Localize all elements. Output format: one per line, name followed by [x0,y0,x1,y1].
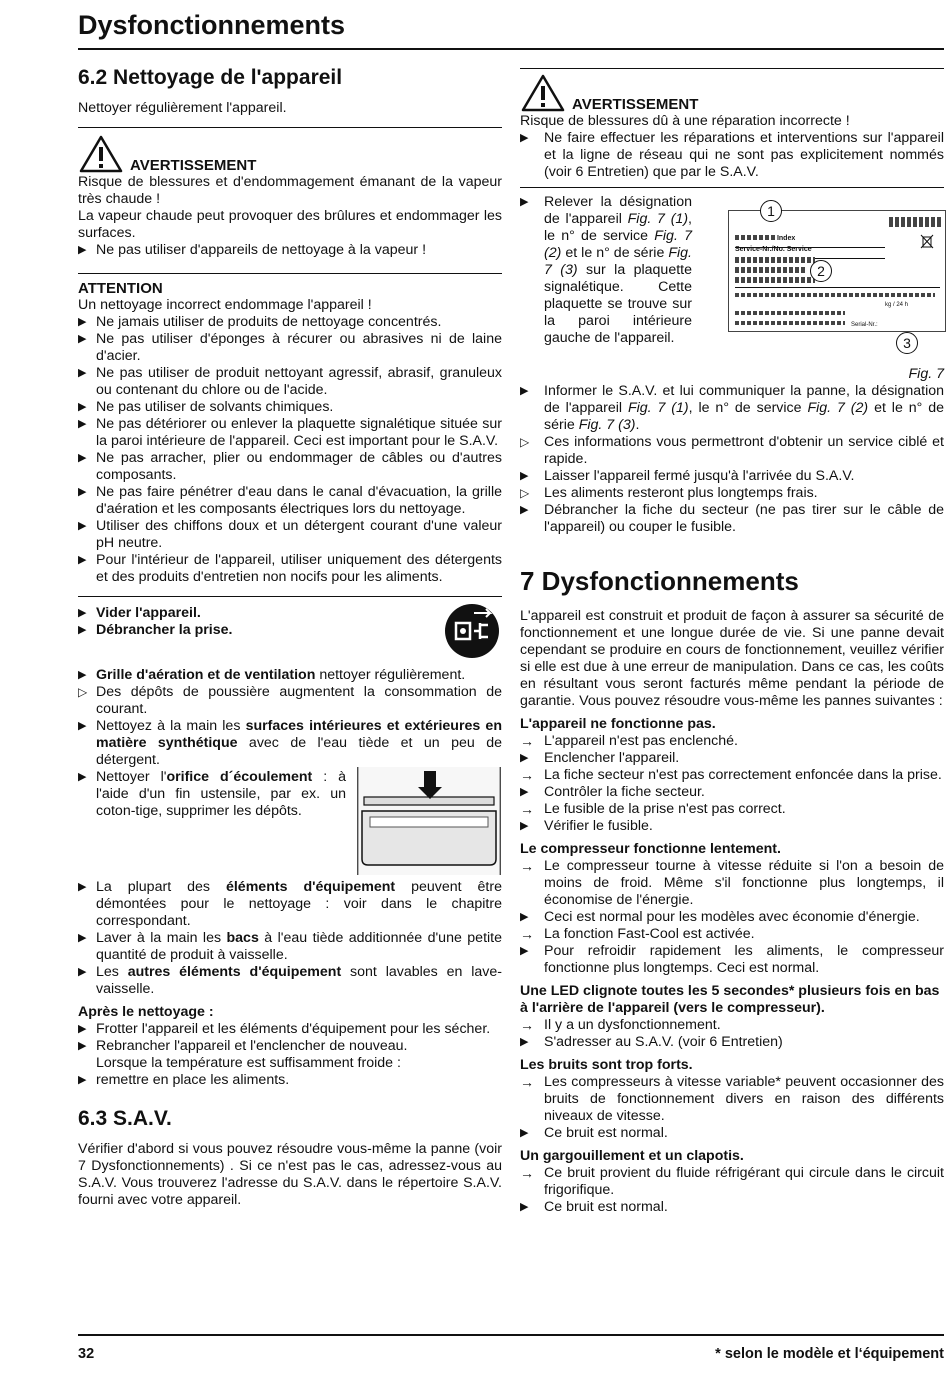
problem-4-list [520,1074,944,1142]
left-column [78,60,502,1209]
figure-caption: Fig. 7 [908,366,944,382]
section-6-2-title: 6.2 Nettoyage de l'appareil [78,66,343,89]
bins-item: ▶ Laver à la main les bacs à l'eau tiède additionnée d'une petite quantité de produit à vaisselle. [78,930,502,964]
warning-triangle-icon [520,73,566,113]
warning-title: AVERTISSEMENT [130,157,257,174]
remedy-item: ▶ Vérifier le fusible. [520,818,944,835]
s62-intro: Nettoyer régulièrement l'appareil. [78,100,287,116]
attention-text: Un nettoyage incorrect endommage l'appareil ! [78,297,372,313]
info-result: ▷ Ces informations vous permettront d'obtenir un service ciblé et rapide. [520,434,944,468]
other-equipment-item: ▶ Les autres éléments d'équipement sont lavables en lave-vaisselle. [78,964,502,998]
divider [78,273,502,274]
cause-item: → Les compresseurs à vitesse variable* peuvent occasionner des bruits de fonctionnement divers en raison des différents niveaux de vitesse. [520,1074,944,1125]
after-step-2: ▶ Rebrancher l'appareil et l'enclencher de nouveau. Lorsque la température est suffisamment froide : [78,1038,502,1072]
attention-list [78,314,502,586]
unplug-icon [444,603,500,659]
remedy-item: ▶ Ce bruit est normal. [520,1199,944,1216]
s7-intro: L'appareil est construit et produit de façon à assurer sa sécurité de fonctionnement et une longue durée de vie. Si une panne devait cependant se produire en cours de fonctionnement, veuillez vérifier si elle est due à une erreur de manipulation. Dans ce cas, les coûts en résultant vous seront facturés même pendant la période de garantie. Vous pouvez résoudre vous-même les pannes suivantes : [520,608,944,709]
warning-text-2: La vapeur chaude peut provoquer des brûlures et endommager les surfaces. [78,208,502,241]
after-step-1: ▶ Frotter l'appareil et les éléments d'équipement pour les sécher. [78,1021,502,1038]
remedy-item: ▶ Ce bruit est normal. [520,1125,944,1142]
drain-illustration [356,767,502,875]
footer-rule [78,1334,944,1336]
footer-note: * selon le modèle et l‘équipement [715,1346,944,1362]
attention-item: ▶ Ne pas arracher, plier ou endommager de câbles ou d'autres composants. [78,450,502,484]
warning-instruction-2: ▶ Ne faire effectuer les réparations et interventions sur l'appareil et la ligne de réseau qui ne sont pas explicitement nommés (voir 6 Entretien) que par le S.A.V. [520,130,944,181]
page-header-title: Dysfonctionnements [78,10,346,40]
problem-5-list [520,1165,944,1216]
problem-2-title: Le compresseur fonctionne lentement. [520,841,781,857]
problem-4-title: Les bruits sont trop forts. [520,1057,693,1073]
nameplate-block [520,194,944,364]
step-empty: ▶ Vider l'appareil. [78,605,502,622]
keep-closed-item: ▶ Laisser l'appareil fermé jusqu'à l'arrivée du S.A.V. [520,468,944,485]
page-number: 32 [78,1346,95,1362]
attention-item: ▶ Ne pas utiliser d'éponges à récurer ou abrasives ni de laine d'acier. [78,331,502,365]
callout-1: 1 [760,200,782,222]
warning-text: Risque de blessures et d'endommagement émanant de la vapeur très chaude ! [78,174,502,207]
cause-item: → L'appareil n'est pas enclenché. [520,733,944,750]
section-7-title: 7 Dysfonctionnements [520,566,799,596]
food-fresh-note: ▷ Les aliments resteront plus longtemps frais. [520,485,944,502]
callout-3: 3 [896,332,918,354]
nameplate-figure: Index Service-Nr./No. Service kg / 24 h Serial-Nr.: [728,210,946,332]
problem-1-title: L'appareil ne fonctionne pas. [520,716,716,732]
divider [78,596,502,597]
attention-item: ▶ Pour l'intérieur de l'appareil, utiliser uniquement des détergents et des produits d'entretien non nocifs pour les aliments. [78,552,502,586]
attention-item: ▶ Ne pas utiliser de solvants chimiques. [78,399,502,416]
attention-item: ▶ Utiliser des chiffons doux et un détergent courant d'une valeur pH neutre. [78,518,502,552]
attention-item: ▶ Ne pas utiliser de produit nettoyant agressif, abrasif, granuleux ou contenant du chlore ou de l'acide. [78,365,502,399]
remedy-item: ▶ Pour refroidir rapidement les aliments, le compresseur fonctionne plus longtemps. Ceci est normal. [520,943,944,977]
bin-icon [919,233,935,249]
after-cleaning-title: Après le nettoyage : [78,1004,214,1020]
warning-instruction: ▶ Ne pas utiliser d'appareils de nettoyage à la vapeur ! [78,242,502,259]
dust-note: ▷ Des dépôts de poussière augmentent la consommation de courant. [78,684,502,718]
equipment-item: ▶ La plupart des éléments d'équipement peuvent être démontées pour le nettoyage : voir dans le chapitre correspondant. [78,879,502,930]
remedy-item: ▶ S'adresser au S.A.V. (voir 6 Entretien) [520,1034,944,1051]
unplug-block [78,605,502,663]
relever-item: ▶ Relever la désignation de l'appareil Fig. 7 (1), le n° de service Fig. 7 (2) et le n° de série Fig. 7 (3) sur la plaquette signalétique. Cette plaquette se trouve sur la paroi intérieure gauche de l'appareil. [520,194,692,347]
after-step-3: ▶ remettre en place les aliments. [78,1072,502,1089]
warning-header-2 [520,73,944,113]
problem-3-list [520,1017,944,1051]
divider [520,68,944,69]
surfaces-item: ▶ Nettoyez à la main les surfaces intérieures et extérieures en matière synthétique avec de l'eau tiède et un peu de détergent. [78,718,502,769]
right-column [520,60,944,1216]
drain-item: ▶ Nettoyer l'orifice d´écoulement : à l'aide d'un fin ustensile, par ex. un coton-tige, supprimer les dépôts. [78,769,346,820]
warning-text-3: Risque de blessures dû à une réparation incorrecte ! [520,113,850,129]
header-rule [78,48,944,50]
step-unplug: ▶ Débrancher la prise. [78,622,502,639]
grille-item: ▶ Grille d'aération et de ventilation nettoyer régulièrement. [78,667,502,684]
cause-item: → La fonction Fast-Cool est activée. [520,926,944,943]
drain-block [78,769,502,879]
warning-title-2: AVERTISSEMENT [572,96,699,113]
cause-item: → La fiche secteur n'est pas correctement enfoncée dans la prise. [520,767,944,784]
divider [520,187,944,188]
cause-item: → Le compresseur tourne à vitesse réduite si l'on a besoin de moins de froid. Même s'il fonctionne plus longtemps, il économise de l'énergie. [520,858,944,909]
remedy-item: ▶ Ceci est normal pour les modèles avec économie d'énergie. [520,909,944,926]
divider [78,127,502,128]
warning-header [78,134,502,174]
callout-2: 2 [810,260,832,282]
problem-2-list [520,858,944,977]
problem-1-list [520,733,944,835]
problem-5-title: Un gargouillement et un clapotis. [520,1148,744,1164]
attention-item: ▶ Ne pas détériorer ou enlever la plaquette signalétique située sur la paroi intérieure de l'appareil. Ceci est important pour le S.A.V. [78,416,502,450]
cause-item: → Ce bruit provient du fluide réfrigérant qui circule dans le circuit frigorifique. [520,1165,944,1199]
s63-text: Vérifier d'abord si vous pouvez résoudre vous-même la panne (voir 7 Dysfonctionnements) . Si ce n'est pas le cas, adressez-vous au S.A.V. Vous trouverez l'adresse du S.A.V. dans le répertoire S.A.V. fourni avec votre appareil. [78,1141,502,1208]
attention-item: ▶ Ne jamais utiliser de produits de nettoyage concentrés. [78,314,502,331]
remedy-item: ▶ Contrôler la fiche secteur. [520,784,944,801]
inform-item: ▶ Informer le S.A.V. et lui communiquer la panne, la désignation de l'appareil Fig. 7 (1), le n° de service Fig. 7 (2) et le n° de série Fig. 7 (3). [520,383,944,434]
section-6-3-title: 6.3 S.A.V. [78,1107,172,1130]
problem-3-title: Une LED clignote toutes les 5 secondes* plusieurs fois en bas à l'arrière de l'appareil (vers le compresseur). [520,983,940,1016]
attention-item: ▶ Ne pas faire pénétrer d'eau dans le canal d'évacuation, la grille d'aération et les composants électriques lors du nettoyage. [78,484,502,518]
attention-title: ATTENTION [78,280,163,297]
warning-triangle-icon [78,134,124,174]
cause-item: → Le fusible de la prise n'est pas correct. [520,801,944,818]
unplug-item: ▶ Débrancher la fiche du secteur (ne pas tirer sur le câble de l'appareil) ou couper le fusible. [520,502,944,536]
remedy-item: ▶ Enclencher l'appareil. [520,750,944,767]
cause-item: → Il y a un dysfonctionnement. [520,1017,944,1034]
